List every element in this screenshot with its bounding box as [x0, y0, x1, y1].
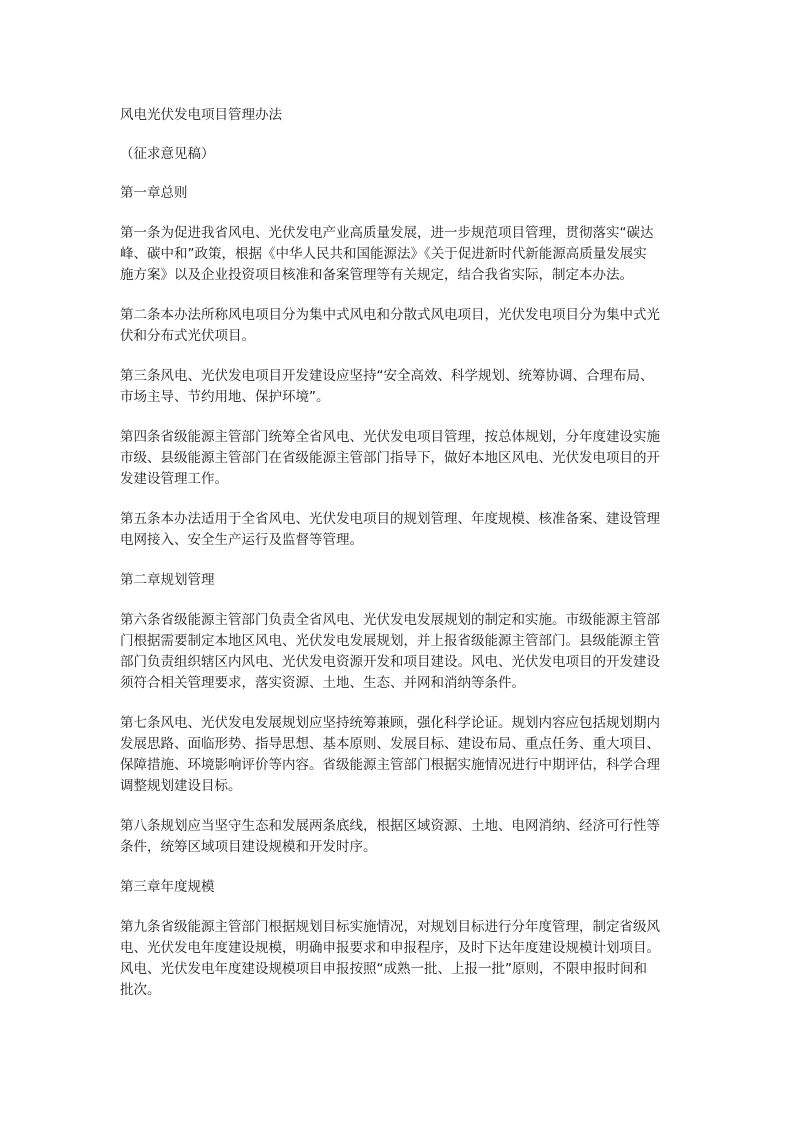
article-line: 风电、光伏发电年度建设规模项目申报按照“成熟一批、上报一批”原则，不限申报时间和	[120, 961, 647, 977]
article-9	[120, 917, 680, 1001]
article-line: 第五条本办法适用于全省风电、光伏发电项目的规划管理、年度规模、核准备案、建设管理	[120, 511, 660, 527]
article-line: 第四条省级能源主管部门统筹全省风电、光伏发电项目管理，按总体规划，分年度建设实施	[120, 429, 660, 445]
article-line: 第二条本办法所称风电项目分为集中式风电和分散式风电项目，光伏发电项目分为集中式光	[120, 307, 660, 323]
article-line: 市场主导、节约用地、保护环境”。	[120, 389, 330, 405]
article-line: 须符合相关管理要求，落实资源、土地、生态、并网和消纳等条件。	[120, 675, 525, 691]
article-line: 条件，统筹区域项目建设规模和开发时序。	[120, 839, 377, 855]
article-6	[120, 610, 680, 694]
article-line: 电、光伏发电年度建设规模，明确申报要求和申报程序，及时下达年度建设规模计划项目。	[120, 940, 660, 956]
document-page	[120, 105, 680, 1020]
article-8	[120, 816, 680, 858]
article-line: 保障措施、环境影响评价等内容。省级能源主管部门根据实施情况进行中期评估，科学合理	[120, 757, 660, 773]
article-line: 门根据需要制定本地区风电、光伏发电发展规划，并上报省级能源主管部门。县级能源主管	[120, 633, 660, 649]
article-line: 峰、碳中和”政策，根据《中华人民共和国能源法》《关于促进新时代新能源高质量发展实	[120, 246, 647, 262]
article-line: 部门负责组织辖区内风电、光伏发电资源开发和项目建设。风电、光伏发电项目的开发建设	[120, 654, 660, 670]
article-line: 第九条省级能源主管部门根据规划目标实施情况，对规划目标进行分年度管理，制定省级风	[120, 919, 660, 935]
article-line: 电网接入、安全生产运行及监督等管理。	[120, 532, 363, 548]
article-line: 第一条为促进我省风电、光伏发电产业高质量发展，进一步规范项目管理，贯彻落实“碳达	[120, 225, 654, 241]
article-7	[120, 713, 680, 797]
article-line: 调整规划建设目标。	[120, 778, 242, 794]
article-line: 市级、县级能源主管部门在省级能源主管部门指导下，做好本地区风电、光伏发电项目的开	[120, 450, 660, 466]
chapter-heading-2: 第二章规划管理	[120, 572, 215, 588]
document-subtitle: （征求意见稿）	[120, 146, 215, 162]
article-3	[120, 366, 680, 408]
article-4	[120, 427, 680, 490]
chapter-heading-3: 第三章年度规模	[120, 879, 215, 895]
document-title: 风电光伏发电项目管理办法	[120, 107, 282, 123]
article-1	[120, 223, 680, 286]
article-2	[120, 305, 680, 347]
article-line: 伏和分布式光伏项目。	[120, 328, 255, 344]
chapter-heading-1: 第一章总则	[120, 185, 188, 201]
article-line: 发建设管理工作。	[120, 471, 228, 487]
article-line: 第八条规划应当坚守生态和发展两条底线，根据区域资源、土地、电网消纳、经济可行性等	[120, 818, 660, 834]
article-line: 批次。	[120, 982, 161, 998]
article-line: 第七条风电、光伏发电发展规划应坚持统筹兼顾，强化科学论证。规划内容应包括规划期内	[120, 715, 660, 731]
article-line: 第三条风电、光伏发电项目开发建设应坚持“安全高效、科学规划、统筹协调、合理布局、	[120, 368, 654, 384]
article-line: 第六条省级能源主管部门负责全省风电、光伏发电发展规划的制定和实施。市级能源主管部	[120, 612, 660, 628]
article-5	[120, 509, 680, 551]
article-line: 施方案》以及企业投资项目核准和备案管理等有关规定，结合我省实际，制定本办法。	[120, 267, 633, 283]
article-line: 发展思路、面临形势、指导思想、基本原则、发展目标、建设布局、重点任务、重大项目、	[120, 736, 660, 752]
